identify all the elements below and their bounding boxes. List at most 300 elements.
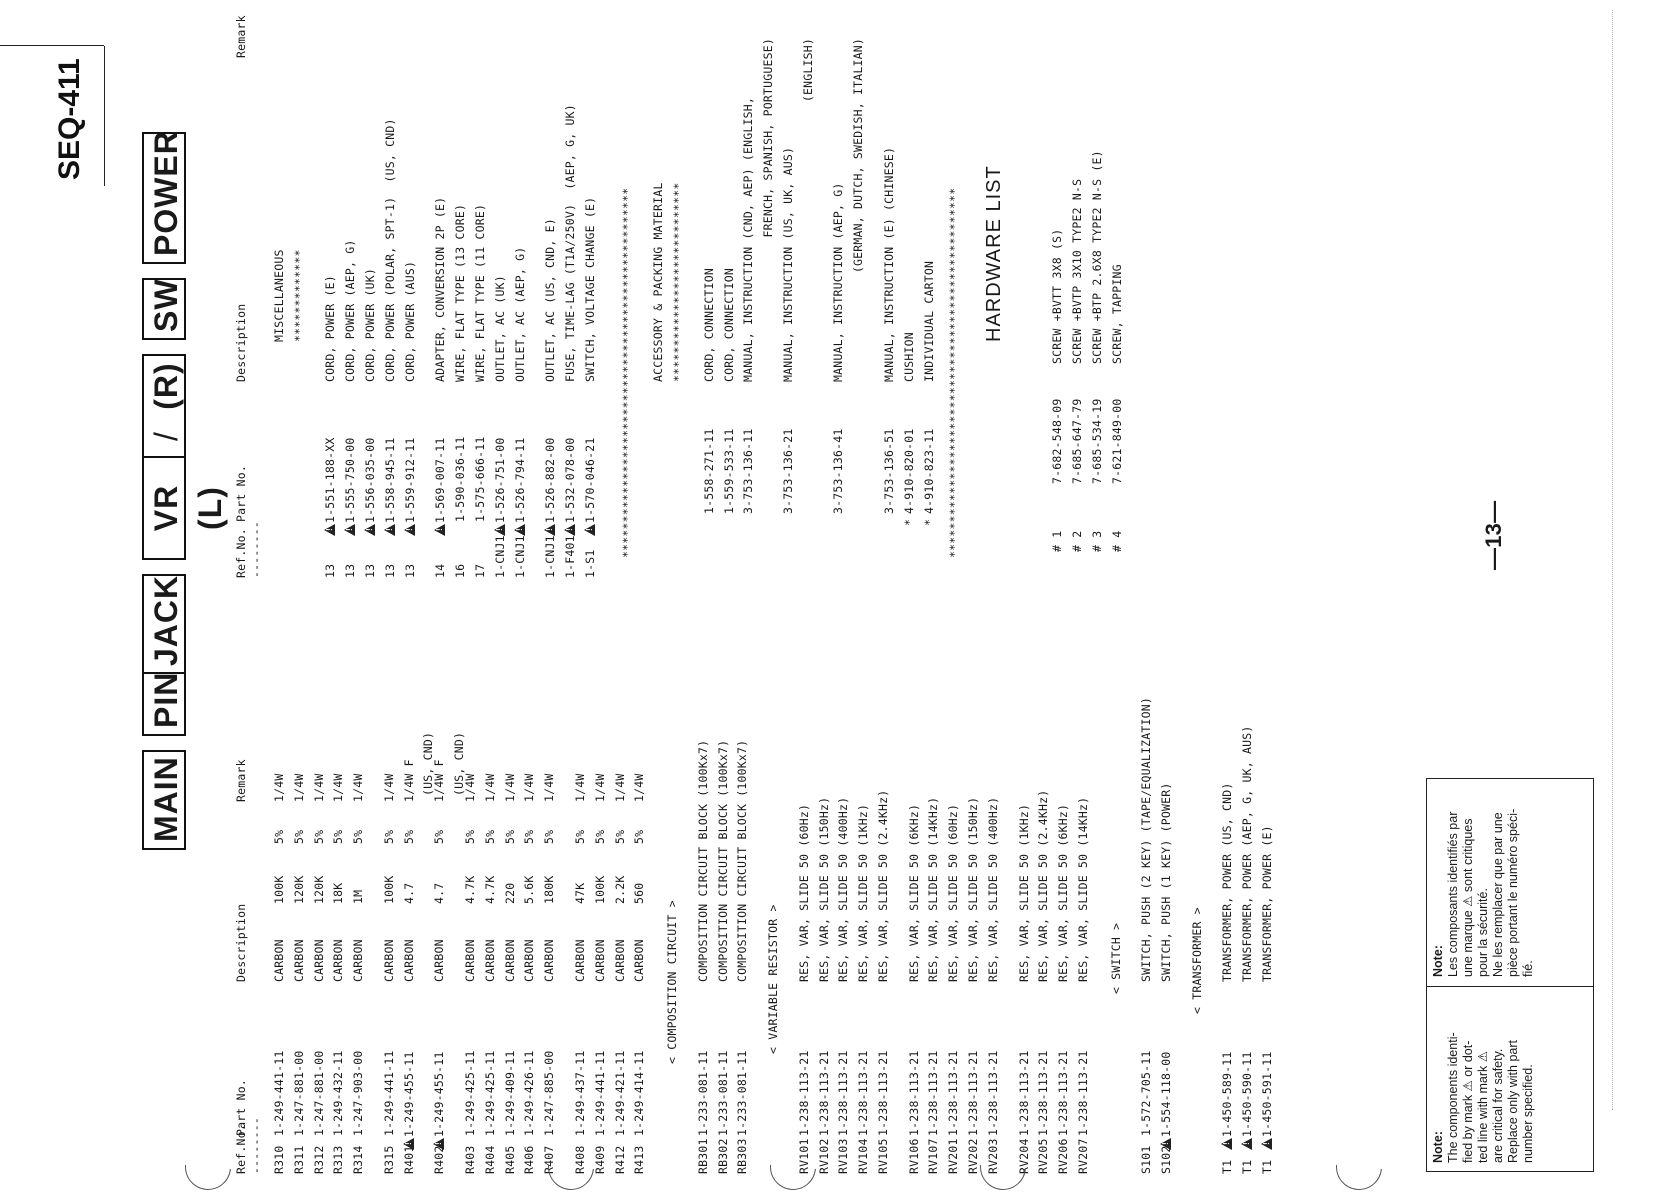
ref-number: RV106 [906, 1138, 921, 1174]
ref-number: RV104 [856, 1138, 871, 1174]
description: SCREW +BVTT 3X8 (S) [1050, 228, 1065, 364]
part-number-text: 1-247-881-00 [291, 1050, 306, 1136]
new-part-mark: * [901, 518, 916, 526]
part-number: 1-233-081-11 [735, 1050, 750, 1136]
description: CARBON [482, 939, 497, 982]
value: 220 [502, 882, 517, 904]
description: SCREW +BTP 2.6X8 TYPE2 N-S (E) [1089, 150, 1104, 364]
remark: 1/4W [351, 773, 366, 802]
part-number: 7-621-849-00 [1109, 398, 1124, 484]
ref-number: R403 [463, 1145, 478, 1174]
part-number [501, 1051, 521, 1136]
remark: 1/4W F [432, 759, 447, 802]
safety-warning-icon [434, 524, 445, 536]
description: COMPOSITION CIRCUIT BLOCK (100Kx7) [715, 739, 730, 982]
column-header-description: Description [234, 303, 248, 382]
value: 4.7K [463, 875, 478, 904]
part-number-text: 1-249-425-11 [482, 1050, 497, 1136]
part-number [380, 1051, 400, 1136]
ref-number: R408 [572, 1145, 587, 1174]
ref-number: RV202 [966, 1138, 980, 1174]
document-id: SEQ-411 [53, 58, 86, 180]
part-number [520, 1051, 540, 1136]
part-number [341, 438, 361, 536]
remark: 1/4W [463, 773, 478, 802]
part-number-text: 1-249-455-11 [432, 1051, 447, 1137]
description: CORD, POWER (AEP, G) [343, 239, 358, 382]
note-title-fr: Note: [1431, 945, 1445, 977]
part-number [401, 438, 421, 536]
part-number-text: 1-249-441-11 [592, 1050, 607, 1136]
part-number [481, 1051, 501, 1136]
part-number: 3-753-136-11 [741, 428, 756, 514]
note-line: Replace only with part [1506, 1040, 1520, 1163]
ref-number: RV105 [875, 1138, 890, 1174]
new-part-mark: * [921, 518, 936, 526]
remark: 1/4W [381, 773, 396, 802]
part-number [1258, 1052, 1278, 1150]
part-number [361, 438, 381, 536]
left-parts-column [232, 614, 1332, 1174]
section-title-accessory: ACCESSORY & PACKING MATERIAL [651, 182, 666, 382]
tab-divider: / [142, 416, 186, 456]
page-number: —13— [1481, 500, 1506, 570]
description: CARBON [542, 939, 557, 982]
description: ADAPTER, CONVERSION 2P (E) [433, 196, 448, 382]
part-number: 1-238-113-21 [836, 1050, 851, 1136]
ref-number: RV201 [946, 1138, 961, 1174]
description: COMPOSITION CIRCUIT BLOCK (100Kx7) [735, 739, 750, 982]
safety-warning-icon [544, 524, 555, 536]
safety-warning-icon [433, 1138, 444, 1150]
description: CORD, CONNECTION [721, 268, 736, 382]
value: 180K [542, 875, 557, 904]
section-title-transformer: < TRANSFORMER > [1189, 907, 1204, 1014]
part-number-text: 1-590-036-11 [453, 436, 468, 522]
header-dash: -------- [249, 1117, 263, 1174]
ref-number: RV207 [1075, 1138, 1090, 1174]
ref-number: R407 [542, 1145, 557, 1174]
column-header-description: Description [234, 903, 248, 982]
part-number: 1-238-113-21 [856, 1050, 871, 1136]
ref-number: RV203 [985, 1138, 1000, 1174]
description: WIRE, FLAT TYPE (13 CORE) [453, 203, 468, 382]
note-body-fr [1446, 787, 1536, 977]
part-number-text: 1-249-441-11 [272, 1050, 286, 1136]
note-line: fié. [1521, 960, 1535, 977]
ref-number: 1-F401 [563, 535, 578, 578]
value: 560 [632, 882, 647, 904]
description: RES, VAR, SLIDE 50 (400Hz) [836, 796, 851, 982]
tab-jack: JACK [142, 574, 186, 672]
part-number-text: 1-575-666-11 [472, 436, 487, 522]
part-number: 3-753-136-41 [831, 428, 846, 514]
safety-note-english [1427, 986, 1593, 1171]
safety-warning-icon [384, 524, 395, 536]
part-number-text: 1-249-421-11 [612, 1050, 627, 1136]
note-line: ted line with mark ⚠ [1476, 1051, 1490, 1163]
ref-number: T1 [1220, 1159, 1235, 1174]
description: RES, VAR, SLIDE 50 (60Hz) [946, 803, 961, 982]
tolerance: 5% [522, 829, 537, 844]
ref-number: R404 [482, 1145, 497, 1174]
ref-number: RV205 [1036, 1138, 1051, 1174]
tolerance: 5% [482, 829, 497, 844]
description: CARBON [632, 939, 647, 982]
note-line: are critical for safety. [1491, 1048, 1505, 1163]
safety-warning-icon [584, 524, 595, 536]
description: CARBON [432, 939, 447, 982]
document-header [48, 0, 108, 180]
section-title-variable-resistor: < VARIABLE RESISTOR > [766, 904, 781, 1054]
safety-warning-icon [344, 524, 355, 536]
header-dash: -------- [249, 521, 263, 578]
part-number [540, 1051, 560, 1136]
value: 100K [592, 875, 607, 904]
description: RES, VAR, SLIDE 50 (400Hz) [985, 796, 1000, 982]
part-number-text: 1-450-590-11 [1240, 1051, 1255, 1137]
description: RES, VAR, SLIDE 50 (1KHz) [856, 803, 871, 982]
ref-number: S101 [1139, 1145, 1154, 1174]
part-number [581, 438, 601, 536]
tolerance: 5% [401, 829, 416, 844]
part-number [1218, 1052, 1238, 1150]
remark: 1/4W [522, 773, 537, 802]
tolerance: 5% [572, 829, 587, 844]
tab-main: MAIN [142, 750, 186, 850]
note-line: une marque ⚠ sont critiques [1461, 818, 1475, 977]
description: CARBON [272, 939, 286, 982]
column-header-ref: Ref.No. [234, 528, 248, 578]
ref-number: 13 [343, 563, 358, 578]
value: 2.2K [612, 875, 627, 904]
part-number-text: 1-249-441-11 [381, 1050, 396, 1136]
description: SWITCH, VOLTAGE CHANGE (E) [582, 196, 597, 382]
header-rule [104, 46, 105, 186]
part-number [1157, 1052, 1177, 1150]
ref-number: R313 [331, 1145, 346, 1174]
remark: 1/4W [291, 773, 306, 802]
part-number: 1-238-113-21 [906, 1050, 921, 1136]
description: CARBON [331, 939, 346, 982]
value: 4.7K [482, 875, 497, 904]
part-number: 1-559-533-11 [721, 428, 736, 514]
ref-number: 14 [433, 563, 448, 578]
section-underline-stars: ************* [291, 249, 306, 342]
description: CARBON [522, 939, 537, 982]
safety-note-french [1427, 779, 1593, 985]
part-number: 1-238-113-21 [1036, 1050, 1051, 1136]
description: CARBON [572, 939, 587, 982]
remark: 1/4W [572, 773, 587, 802]
part-number-text: 1-572-705-11 [1139, 1050, 1154, 1136]
description: RES, VAR, SLIDE 50 (14KHz) [926, 796, 941, 982]
description: CARBON [592, 939, 607, 982]
remark: 1/4W [502, 773, 517, 802]
remark: 1/4W [612, 773, 627, 802]
separator-stars: **************************************************** [947, 187, 962, 558]
part-number: 4-910-823-11 [921, 428, 936, 514]
part-number-text: 1-249-455-11 [401, 1051, 416, 1137]
part-number-text: 1-247-885-00 [542, 1050, 557, 1136]
remark: 1/4W [542, 773, 557, 802]
section-title-hardware-list: HARDWARE LIST [982, 165, 1005, 342]
scan-hole-mark [1327, 1135, 1392, 1199]
safety-warning-icon [1261, 1138, 1272, 1150]
part-number [431, 438, 451, 536]
part-number-text: 1-450-591-11 [1260, 1051, 1275, 1137]
ref-number: RV107 [926, 1138, 941, 1174]
description: RES, VAR, SLIDE 50 (150Hz) [816, 796, 831, 982]
tab-power: POWER [142, 132, 186, 264]
part-number [591, 1051, 611, 1136]
part-number-text: 1-450-589-11 [1220, 1051, 1235, 1137]
note-line: pièce portant le numéro spéci- [1506, 808, 1520, 977]
part-number-text: 1-249-432-11 [331, 1050, 346, 1136]
ref-number: # 4 [1109, 530, 1124, 552]
ref-number: R401 [401, 1145, 416, 1174]
ref-number: # 1 [1050, 530, 1065, 552]
ref-number: 13 [382, 563, 397, 578]
separator-stars: **************************************************** [619, 187, 634, 558]
ref-number: RB301 [695, 1138, 710, 1174]
description: RES, VAR, SLIDE 50 (6KHz) [1056, 803, 1071, 982]
part-number [349, 1051, 369, 1136]
part-number-text: 1-554-118-00 [1159, 1051, 1174, 1137]
description: CORD, CONNECTION [701, 268, 716, 382]
safety-warning-icon [364, 524, 375, 536]
safety-warning-icon [324, 524, 335, 536]
description-continued: FRENCH, SPANISH, PORTUGUESE) [761, 38, 776, 238]
part-number-text: 1-555-750-00 [343, 437, 358, 523]
ref-number: RV103 [836, 1138, 851, 1174]
ref-number: RV206 [1056, 1138, 1071, 1174]
ref-number: R402 [432, 1145, 447, 1174]
description: CORD, POWER (POLAR, SPT-1) (US, CND) [382, 118, 397, 382]
ref-number: 17 [472, 563, 487, 578]
safety-warning-icon [564, 524, 575, 536]
part-number [329, 1051, 349, 1136]
description: CARBON [401, 939, 416, 982]
part-number [561, 438, 581, 536]
ref-number: 13 [363, 563, 378, 578]
ref-number: S102 [1159, 1145, 1174, 1174]
description: RES, VAR, SLIDE 50 (150Hz) [966, 796, 980, 982]
tolerance: 5% [331, 829, 346, 844]
description: SWITCH, PUSH (2 KEY) (TAPE/EQUALIZATION) [1139, 697, 1154, 982]
ref-number: R315 [381, 1145, 396, 1174]
part-number-text: 1-249-414-11 [632, 1050, 647, 1136]
part-number: 1-238-113-21 [1056, 1050, 1071, 1136]
part-number [1137, 1051, 1157, 1136]
value: 5.6K [522, 875, 537, 904]
description: WIRE, FLAT TYPE (11 CORE) [472, 203, 487, 382]
part-number: 1-238-113-21 [875, 1050, 890, 1136]
remark: 1/4W [272, 773, 286, 802]
part-number: 1-233-081-11 [695, 1050, 710, 1136]
ref-number: RB302 [715, 1138, 730, 1174]
part-number [471, 437, 491, 522]
ref-number: R311 [291, 1145, 306, 1174]
description: OUTLET, AC (UK) [492, 275, 507, 382]
part-number [491, 438, 511, 536]
ref-number: T1 [1260, 1159, 1275, 1174]
part-number-text: 1-558-945-11 [382, 437, 397, 523]
ref-number: 13 [323, 563, 338, 578]
part-number: 1-238-113-21 [946, 1050, 961, 1136]
section-title-composition: < COMPOSITION CIRCUIT > [665, 900, 680, 1064]
part-number [451, 437, 471, 522]
remark-region: (US, CND) [452, 731, 467, 796]
ref-number: R312 [311, 1145, 326, 1174]
part-number-text: 1-559-912-11 [402, 437, 417, 523]
part-number: 3-753-136-21 [780, 428, 795, 514]
part-number [310, 1051, 330, 1136]
value: 18K [331, 882, 346, 904]
remark: 1/4W [482, 773, 497, 802]
part-number-text: 1-526-751-00 [492, 437, 507, 523]
ref-number: R409 [592, 1145, 607, 1174]
remark-region: (US, CND) [421, 731, 436, 796]
description: SCREW, TAPPING [1109, 264, 1124, 364]
column-header-remark: Remark [234, 15, 248, 58]
description: MANUAL, INSTRUCTION (CND, AEP) (ENGLISH, [741, 97, 756, 382]
ref-number: R413 [632, 1145, 647, 1174]
remark: 1/4W [331, 773, 346, 802]
tolerance: 5% [381, 829, 396, 844]
description: MANUAL, INSTRUCTION (E) (CHINESE) [881, 146, 896, 382]
ref-number: RV101 [796, 1138, 811, 1174]
description: RES, VAR, SLIDE 50 (60Hz) [796, 803, 811, 982]
description: TRANSFORMER, POWER (US, CND) [1220, 782, 1235, 982]
ref-number: # 2 [1070, 530, 1085, 552]
right-parts-column [232, 15, 1332, 578]
ref-number: R310 [272, 1145, 286, 1174]
part-number-text: 1-249-437-11 [572, 1050, 587, 1136]
column-header-part: Part No. [234, 1079, 248, 1136]
column-header-part: Part No. [234, 465, 248, 522]
ref-number: 16 [453, 563, 468, 578]
description-continued: (GERMAN, DUTCH, SWEDISH, ITALIAN) [851, 38, 866, 274]
column-header-ref: Ref.No. [234, 1124, 248, 1174]
ref-number: T1 [1240, 1159, 1255, 1174]
value: 4.7 [432, 882, 447, 904]
description: RES, VAR, SLIDE 50 (2.4KHz) [1036, 789, 1051, 982]
safety-warning-icon [404, 524, 415, 536]
part-number-text: 1-249-426-11 [522, 1050, 537, 1136]
note-line: Ne les remplacer que par une [1491, 812, 1505, 977]
part-number-text: 1-247-903-00 [351, 1050, 366, 1136]
description: MANUAL, INSTRUCTION (US, UK, AUS) [780, 146, 795, 382]
part-number [270, 1051, 290, 1136]
scan-hole-mark [176, 1135, 241, 1199]
note-line: fied by mark ⚠ or dot- [1461, 1040, 1475, 1163]
part-number [630, 1051, 650, 1136]
part-number-text: 1-551-188-XX [323, 437, 338, 523]
ref-number: 1-S1 [582, 549, 597, 578]
description-continued: (ENGLISH) [800, 38, 815, 103]
tolerance: 5% [432, 829, 447, 844]
safety-warning-icon [1221, 1138, 1232, 1150]
description: CORD, POWER (E) [323, 275, 338, 382]
tolerance: 5% [311, 829, 326, 844]
tolerance: 5% [612, 829, 627, 844]
tolerance: 5% [592, 829, 607, 844]
part-number [381, 438, 401, 536]
safety-warning-icon [514, 524, 525, 536]
description: RES, VAR, SLIDE 50 (1KHz) [1016, 803, 1031, 982]
tab-sw: SW [142, 278, 186, 340]
description: TRANSFORMER, POWER (AEP, G, UK, AUS) [1240, 725, 1255, 982]
description: INDIVIDUAL CARTON [921, 260, 936, 382]
tolerance: 5% [542, 829, 557, 844]
part-number: 7-685-647-79 [1070, 398, 1085, 484]
description: RES, VAR, SLIDE 50 (14KHz) [1075, 796, 1090, 982]
description: COMPOSITION CIRCUIT BLOCK (100Kx7) [695, 739, 710, 982]
tolerance: 5% [502, 829, 517, 844]
remark: 1/4W [311, 773, 326, 802]
part-number: 1-238-113-21 [985, 1050, 1000, 1136]
part-number [321, 438, 341, 536]
tab-vr-l: VR (L) [142, 456, 186, 560]
description: CUSHION [901, 332, 916, 382]
tolerance: 5% [351, 829, 366, 844]
note-line: Les composants identifiés par [1446, 811, 1460, 977]
part-number [400, 1052, 420, 1150]
description: SCREW +BVTP 3X10 TYPE2 N-S [1070, 178, 1085, 364]
value: 1M [351, 889, 366, 904]
section-underline-stars: **************************** [671, 182, 686, 382]
note-body-en [1446, 995, 1536, 1163]
description: CARBON [351, 939, 366, 982]
tolerance: 5% [463, 829, 478, 844]
ref-number: 1-CNJ1 [492, 535, 507, 578]
description: FUSE, TIME-LAG (T1A/250V) (AEP, G, UK) [563, 104, 578, 382]
ref-number: RB303 [735, 1138, 750, 1174]
safety-warning-icon [1241, 1138, 1252, 1150]
ref-number: R314 [351, 1145, 366, 1174]
description: TRANSFORMER, POWER (E) [1260, 825, 1275, 982]
part-number-text: 1-526-882-00 [543, 437, 558, 523]
part-number [571, 1051, 591, 1136]
column-header-remark: Remark [234, 759, 248, 802]
edge-dotted-line [1612, 10, 1614, 1110]
ref-number: 1-CNJ1 [543, 535, 558, 578]
description: CARBON [463, 939, 478, 982]
part-number: 7-685-534-19 [1089, 398, 1104, 484]
part-number [511, 438, 531, 536]
part-number [1238, 1052, 1258, 1150]
description: CARBON [612, 939, 627, 982]
section-title-switch: < SWITCH > [1108, 922, 1123, 994]
part-number: 1-238-113-21 [816, 1050, 831, 1136]
note-line: pour la sécurité. [1476, 888, 1490, 977]
section-title-miscellaneous: MISCELLANEOUS [272, 249, 286, 342]
tolerance: 5% [291, 829, 306, 844]
safety-warning-icon [1160, 1138, 1171, 1150]
value: 100K [381, 875, 396, 904]
description: CORD, POWER (AUS) [402, 260, 417, 382]
part-number-text: 1-526-794-11 [512, 437, 527, 523]
description: CARBON [291, 939, 306, 982]
description: CARBON [311, 939, 326, 982]
description: CARBON [381, 939, 396, 982]
value: 120K [291, 875, 306, 904]
description: OUTLET, AC (AEP, G) [512, 246, 527, 382]
part-number [290, 1051, 310, 1136]
ref-number: R405 [502, 1145, 517, 1174]
part-number: 1-238-113-21 [1016, 1050, 1031, 1136]
